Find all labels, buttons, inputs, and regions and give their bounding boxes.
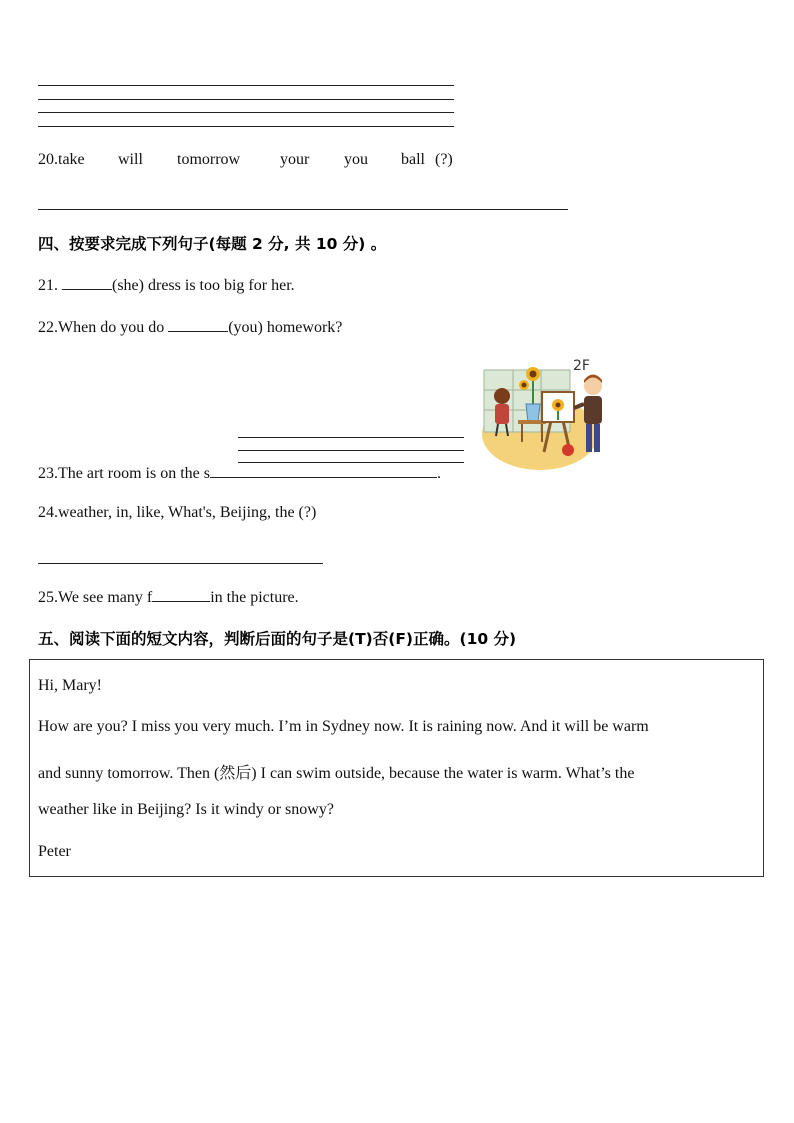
answer-line-3 (38, 112, 454, 113)
letter-line-1: How are you? I miss you very much. I’m in Sydney now. It is raining now. And it will be warm (38, 718, 649, 735)
answer-line-1 (38, 85, 454, 86)
word-3: tomorrow (177, 151, 241, 168)
question-25-text-before: 25.We see many f (38, 589, 153, 606)
blank-25[interactable] (152, 587, 210, 602)
question-25 (38, 587, 299, 607)
answer-line-23a (238, 437, 464, 438)
question-25-text-after: in the picture. (210, 589, 299, 606)
question-23 (38, 463, 441, 483)
question-23-text-after: . (436, 465, 441, 482)
letter-signature: Peter (38, 843, 71, 860)
floor-label: 2F (573, 358, 590, 374)
word-4: your (280, 151, 310, 168)
question-20 (38, 151, 453, 169)
answer-line-4 (38, 126, 454, 127)
apple-icon (562, 444, 574, 456)
question-22-text-after: (you) homework? (228, 319, 343, 336)
blank-21[interactable] (62, 275, 112, 290)
question-22-text-before: 22.When do you do (38, 319, 169, 336)
reading-passage-box (29, 659, 764, 877)
question-23-text-before: 23.The art room is on the s (38, 465, 210, 482)
word-5: you (344, 151, 368, 168)
question-mark-hint: (?) (435, 151, 453, 168)
answer-line-2 (38, 99, 454, 100)
word-2: will (118, 151, 143, 168)
section-5-heading: 五、阅读下面的短文内容，判断后面的句子是(T)否(F)正确。(10 分) (38, 630, 517, 648)
letter-line-3: weather like in Beijing? Is it windy or snowy? (38, 801, 334, 818)
letter-line-2: and sunny tomorrow. Then (然后) I can swim outside, because the water is warm. What’s the (38, 765, 635, 782)
answer-line-24 (38, 563, 323, 564)
blank-23[interactable] (210, 463, 437, 478)
answer-line-20 (38, 209, 568, 210)
word-1: take (58, 151, 85, 168)
blank-22[interactable] (168, 317, 228, 332)
letter-greeting: Hi, Mary! (38, 677, 102, 694)
question-21 (38, 275, 295, 295)
question-21-text: (she) dress is too big for her. (112, 277, 295, 294)
section-4-heading: 四、按要求完成下列句子(每题 2 分, 共 10 分) 。 (38, 235, 387, 253)
question-20-number: 20. (38, 151, 58, 168)
question-24: 24.weather, in, like, What's, Beijing, the (?) (38, 504, 317, 521)
question-21-number: 21. (38, 277, 58, 294)
word-6: ball (401, 151, 425, 168)
vase-icon (526, 404, 540, 422)
question-22 (38, 317, 342, 337)
art-room-illustration (478, 352, 613, 474)
answer-line-23b (238, 450, 464, 451)
